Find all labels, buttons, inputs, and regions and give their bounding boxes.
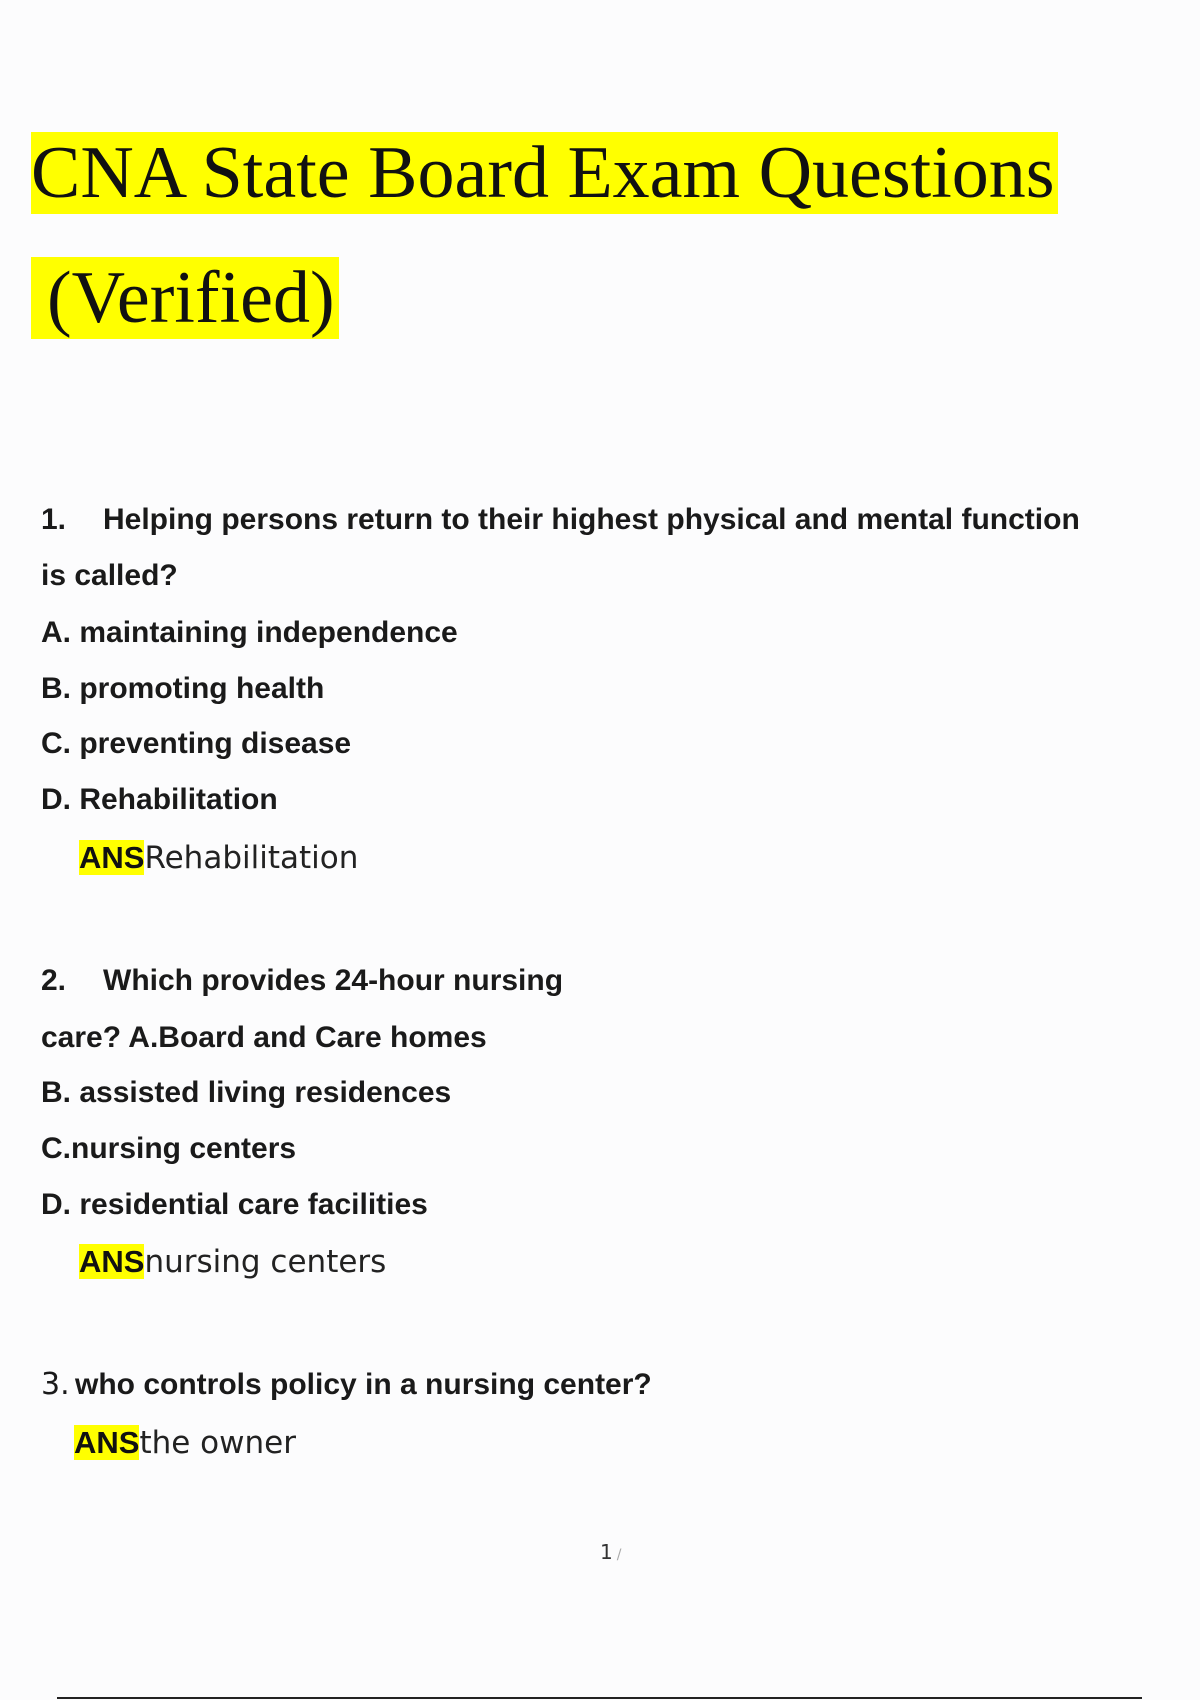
question-2-answer <box>79 1240 386 1284</box>
question-1-stem-text: Helping persons return to their highest physical and mental function <box>103 503 1080 536</box>
page-number-separator: / <box>616 1547 622 1563</box>
question-3-answer-text: the owner <box>139 1425 296 1461</box>
question-2-option-c: C.nursing centers <box>41 1132 297 1165</box>
answer-tag: ANS <box>74 1425 140 1460</box>
answer-tag: ANS <box>79 1244 145 1279</box>
question-2-number: 2. <box>41 964 67 997</box>
question-3-number: 3. <box>41 1367 70 1402</box>
question-2-stem-line-2: care? A.Board and Care homes <box>41 1021 487 1054</box>
page-number-value: 1 <box>600 1540 613 1564</box>
question-1-number: 1. <box>41 503 67 536</box>
question-3-answer <box>74 1421 296 1465</box>
page-number <box>600 1540 621 1564</box>
question-2-stem-line-1 <box>41 953 563 1009</box>
question-2-answer-text: nursing centers <box>144 1244 387 1280</box>
question-1-option-b: B. promoting health <box>41 672 325 705</box>
answer-tag: ANS <box>79 840 145 875</box>
question-1-option-d: D. Rehabilitation <box>41 783 278 816</box>
question-3-stem-text: who controls policy in a nursing center? <box>75 1368 652 1401</box>
question-2-option-b: B. assisted living residences <box>41 1076 452 1109</box>
question-1-answer-text: Rehabilitation <box>144 840 359 876</box>
document-title-line-2: (Verified) <box>31 257 339 339</box>
question-1-stem-line-1 <box>41 492 1080 548</box>
question-1-stem-line-2: is called? <box>41 559 178 592</box>
question-1-answer <box>79 836 358 880</box>
question-1-option-c: C. preventing disease <box>41 727 352 760</box>
question-2-stem-text: Which provides 24-hour nursing <box>103 964 564 997</box>
question-2-option-d: D. residential care facilities <box>41 1188 428 1221</box>
document-title-line-1: CNA State Board Exam Questions <box>31 132 1058 214</box>
question-1-option-a: A. maintaining independence <box>41 616 458 649</box>
question-3-stem-line-1 <box>41 1357 652 1413</box>
page-bottom-divider <box>57 1697 1142 1699</box>
